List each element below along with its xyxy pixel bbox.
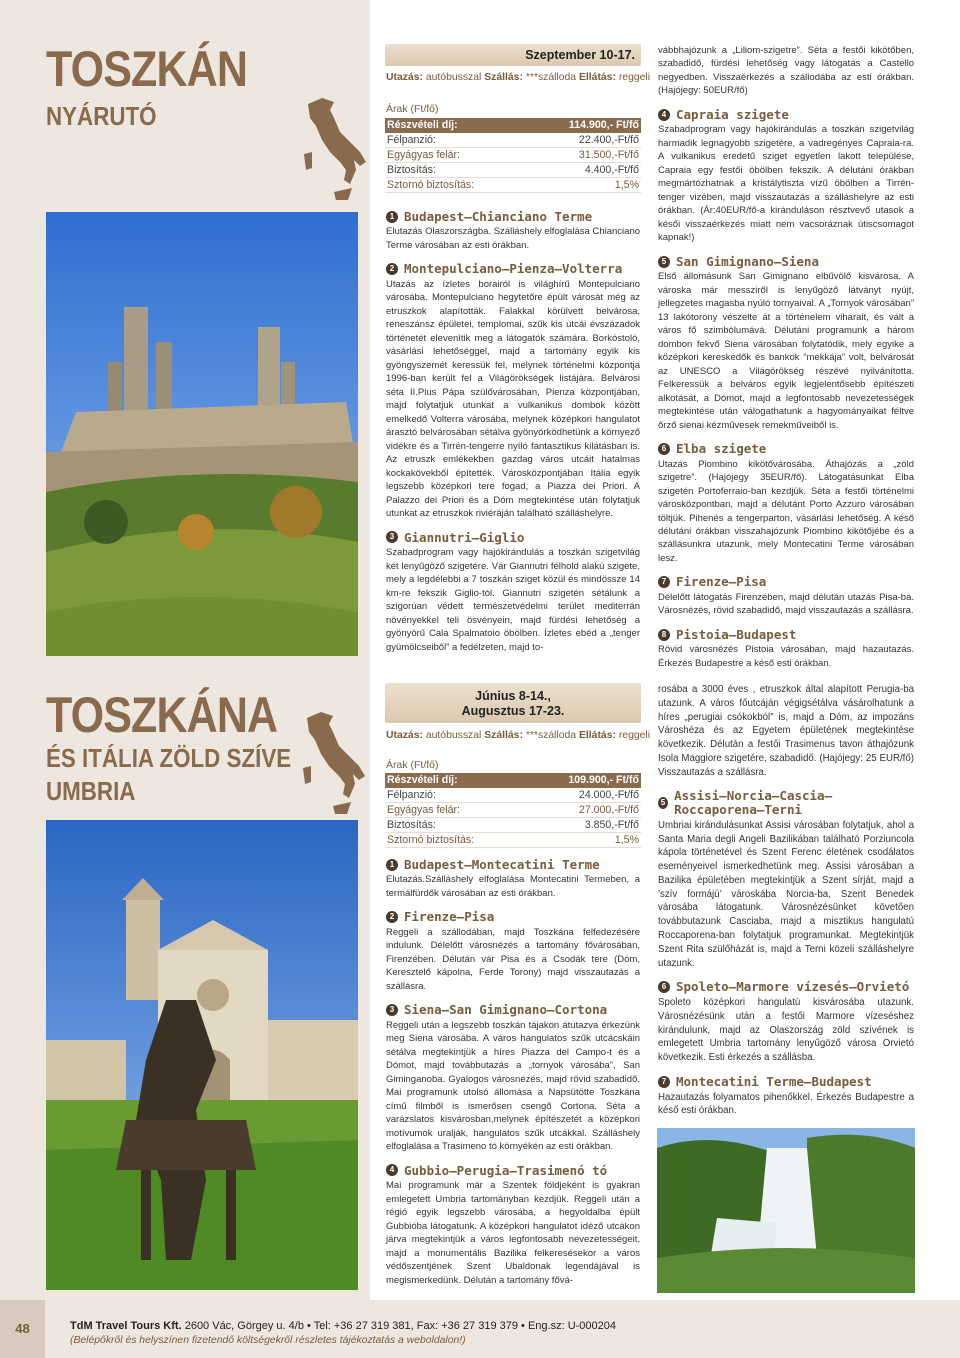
day-title: Montepulciano–Pienza–Volterra: [404, 261, 623, 277]
day-heading: [386, 1003, 640, 1016]
price-row: Biztosítás: 3.850,-Ft/fő: [387, 819, 639, 831]
price-row: Egyágyas felár: 31.500,-Ft/fő: [387, 149, 639, 161]
day-number-badge: 8: [658, 629, 670, 641]
day-title: Budapest–Chianciano Terme: [404, 209, 593, 224]
day-title: Giannutri–Giglio: [404, 529, 525, 545]
day-number-badge: 2: [386, 911, 398, 923]
day-heading: [386, 210, 640, 223]
day-heading: [658, 575, 914, 588]
day-description: Umbriai kirándulásunkat Assisi városában folytatjuk, ahol a Santa Maria degli Angeli Bazilikában található Porziuncola kápola történetével és Szent Ferenc életének csodálatos eseményeivel ismerkedhetünk meg. Assisi városában a Bazilika épületében megtekintjük a Szent sírját, majd a ’szív formájú’ városkába Norcia-ba, Szent Benedek városába látogatunk. Városnézésünket követően továbbutazunk Casciaba, majd a misztikus hangulatú Roccaporena-ban folytatjuk programunkat. Megtekintjük Szent Rita szülőházát is, majd a Terni közeli szálláshelyre utazunk.: [658, 819, 914, 969]
day-title: Capraia szigete: [676, 106, 789, 122]
italy-map-icon: [300, 96, 370, 206]
day-heading: [658, 442, 914, 455]
price-row: Sztornó biztosítás: 1,5%: [387, 834, 639, 846]
day-title: Gubbio–Perugia–Trasimenó tó: [404, 1162, 608, 1178]
price-row: Egyágyas felár: 27.000,-Ft/fő: [387, 804, 639, 816]
day-heading: [386, 1164, 640, 1177]
day-number-badge: 4: [386, 1164, 398, 1176]
day-description: Elutazás Olaszországba. Szálláshely elfoglalása Chianciano Terme városában az esti órákban.: [386, 226, 641, 251]
day-title: Assisi–Norcia–Cascia–Roccaporena–Terni: [674, 788, 833, 818]
tour2-title: TOSZKÁNA: [46, 687, 278, 743]
tour2-subtitle-1: ÉS ITÁLIA ZÖLD SZÍVE: [46, 743, 292, 773]
day-description: vábbhajózunk a „Liliom-szigetre”. Séta a festői kikötőben, szabadidő, fürdési lehetőség vagy látogatás a Castello negyedben. Visszaérkezés a szállodába az esti órákban. (Hajójegy: 50EUR/fő): [658, 45, 914, 97]
tour1-itinerary-right: [658, 44, 914, 674]
day-heading: [386, 910, 640, 923]
day-heading: [658, 789, 914, 817]
day-description: Szabadprogram vagy hajókirándulás a toszkán szigetvilág harmadik legnagyobb szigetére, a vadregényes Capraia-ra. A vulkanikus eredetű sziget egyetlen lakott települése, Capraia egy festői öbölben fekszik. A délutáni órákban megmártózhatnak a kristálytiszta vízű öbölben a Tirrén- tenger vizében, majd visszautazás a szálláshelyre az esti órákban. (Ár:40EUR/fő-a kiránduláson résztvevő utasok a késői visszaérkezés miatt nem vacsoráznak útiscsomagot kapnak!): [658, 124, 914, 244]
tour2-subtitle-2: UMBRIA: [46, 776, 136, 806]
day-title: Spoleto–Marmore vízesés–Orvietó: [676, 979, 910, 995]
tour1-prices-heading: Árak (Ft/fő): [386, 103, 439, 115]
day-description: Reggeli után a legszebb toszkán tájakon átutazva érkezünk meg Siena városába. A város hangulatos szűk utcácskáin sétálva megtekintjük a híres Piazza del Campo-t és a Dómot, majd továbbutazás a „tornyok városába”, San Giminganoba. Gyalogos városnézés, majd rövid szabadidő. Mai programunk utolsó állomása a Napsütötte Toszkána című filmből is ismerősen csengő Cortona. Séta a varázslatos kisvárosban,melynek építészetét a középkori motívumok uralják, hangulatos szűk utcákkal. Szálláshely elfoglalása a Trasimeno tó környékén az esti órákban.: [386, 1019, 640, 1153]
tour1-itinerary-left: [386, 200, 640, 670]
day-title: Siena–San Gimignano–Cortona: [404, 1002, 608, 1018]
price-row: Félpanzió: 22.400,-Ft/fő: [387, 134, 639, 146]
day-heading: [658, 255, 914, 268]
price-row: Biztosítás: 4.400,-Ft/fő: [387, 164, 639, 176]
tour1-title: TOSZKÁN: [46, 41, 248, 97]
day-description: Mai programunk már a Szentek földjeként is gyakran emlegetett Umbria tartományban kezdjük. Reggeli után a régió egyik legszebb városába, a hegyoldalba épült Gubbióba látogatunk. A középkori hangulatot idéző utcákon járva megtekintjük a város legfontosabb nevezetességeit, majd a monumentális Bazilika felkeresésekor a város védőszentjének Szent Ubaldonak legendájával is megismerkedünk. Délután a tartomány fővá-: [386, 1180, 640, 1286]
day-description: rosába a 3000 éves , etruszkok által alapított Perugia-ba utazunk. A város főutcáján végigsétálva vásárolhatunk a híres „perugiai csókokból” is, majd a Dóm, az impozáns Városhéza és az Egyetem épületének megtekintése következik. Délután a festői Trasimenus tavon áthajózunk Isola Maggiore szigetére, szabadidő. (Hajójegy: 25 EUR/fő) Visszautazás a szállásra.: [658, 684, 914, 778]
footer-note: (Belépőkről és helyszínen fizetendő költségekről részletes tájékoztatás a weboldalon!): [70, 1335, 466, 1346]
day-heading: [658, 1075, 914, 1089]
day-description: Szabadprogram vagy hajókirándulás a toszkán szigetvilág két lenyűgöző szigetére. Vár Giannutri félhold alakú szigete, mely a legdélebbi a 7 toszkán sziget közül és mindössze 14 km-re fekszik Giglio-tól. Giannutri szigetén sétálunk a szigorúan védett természetvédelmi terület mediterrán növényekkel teli ösvényein, majd fürdési lehetőség a gyönyörű Cala Spalmatoio öbölben. Ízletes ebéd a „tenger gyümölcseiből” a fedélzeten, majd to-: [386, 547, 640, 653]
day-number-badge: 1: [386, 211, 398, 223]
day-number-badge: 6: [658, 443, 670, 455]
day-number-badge: 1: [386, 859, 398, 871]
day-heading: [658, 980, 914, 994]
marmore-waterfall-photo: [657, 1128, 915, 1293]
day-heading: [386, 531, 640, 544]
price-row: Félpanzió: 24.000,-Ft/fő: [387, 789, 639, 801]
day-description: Utazás az ízletes borairól is világhírű Montepulciano városába. Montepulciano hegytetőre épült városát még az etruszkok alapították. Falakkal körülvett belvárosa, reneszánsz épületei, templomai, szűk kis utcái évszázadok történetét elevenítik meg a látogatók számára. Borkóstoló, vásárlási lehetőséggel, majd a tartomány egyik kis gyöngyszemét keressük fel, melynek történelmi központja 1996-ban került fel a Világörökségek listájára. Belvárosi séta II.Pius Pápa szülővárosában, Pienza központjában, majd folytatjuk utunkat a vulkanikus dombok között emelkedő Volterra városába, melynek középkori hangulatot árasztó belvárosában sétálva gyönyörködhetünk a környező vidékre és a Tirrén-tengerre nyíló fantasztikus kilátásban is. Az etruszk emlékekben gazdag város utcáit hatalmas kockakövekből építették. Városközpontjában Itália egyik legszebb középkori tere fogad, a Piazza dei Priori. A Palazzo dei Priori és a Dóm megtekintése után folytatjuk utunkat az etruszkok riviéráján található szálláshelyre.: [386, 278, 640, 520]
day-heading: [386, 858, 640, 871]
tour2-itinerary-right: [658, 683, 914, 1123]
tour2-date: Június 8-14., Augusztus 17-23.: [461, 689, 565, 718]
day-number-badge: 3: [386, 531, 398, 543]
day-heading: [658, 108, 914, 121]
day-number-badge: 7: [658, 576, 670, 588]
day-description: Reggeli a szállodában, majd Toszkána felfedezésére indulunk. Délelőtt városnézés a tartomány fővárosában, Firenzében. Délután vár Pisa és a Csodák tere (Dóm, Keresztelő kápolna, Ferde Torony) majd visszautazás a szállásra.: [386, 926, 640, 992]
tour2-itinerary-left: [386, 848, 640, 1300]
day-title: Firenze–Pisa: [676, 574, 767, 590]
day-number-badge: 6: [658, 981, 670, 993]
day-heading: [386, 262, 640, 275]
day-number-badge: 2: [386, 263, 398, 275]
day-description: Rövid városnézés Pistoia városában, majd hazautazás. Érkezés Budapestre a késő esti órákban.: [658, 644, 914, 669]
footer-contact: TdM Travel Tours Kft. 2600 Vác, Görgey u. 4/b • Tel: +36 27 319 381, Fax: +36 27 319 379 • Eng.sz: U-000204: [70, 1320, 617, 1332]
day-description: Délelőtt látogatás Firenzében, majd délután utazás Pisa-ba. Városnézés, rövid szabadidő, majd visszautazás a szállásra.: [658, 591, 914, 617]
assisi-photo: [46, 820, 358, 1290]
day-number-badge: 3: [386, 1004, 398, 1016]
italy-map-icon: [298, 710, 370, 820]
san-gimignano-photo: [46, 212, 358, 656]
day-description: Spoleto középkori hangulatú kisvárosába utazunk. Városnézésünk után a festői Marmore vízeséshez kirándulunk, majd az Olaszország zöld szívének is emlegetett Umbria tartomány lenyűgöző városa Orvietó következik. Esti érkezés a szállásba.: [658, 997, 914, 1064]
day-heading: [658, 628, 914, 641]
tour2-date-bar: [385, 683, 641, 723]
tour2-prices-heading: Árak (Ft/fő): [386, 759, 439, 771]
day-number-badge: 5: [658, 797, 668, 809]
day-title: Budapest–Montecatini Terme: [404, 857, 600, 872]
tour2-travel-info: Utazás: autóbusszal Szállás: ***szálloda Ellátás: reggeli: [386, 730, 651, 741]
day-title: San Gimignano–Siena: [676, 253, 819, 269]
day-description: Elutazás.Szálláshely elfoglalása Montecatini Termeben, a termálfürdők városában az esti órákban.: [386, 874, 640, 899]
price-row: Részvételi díj: 114.900,- Ft/fő: [387, 119, 639, 131]
tour1-subtitle: NYÁRUTÓ: [46, 101, 157, 131]
page-number: 48: [0, 1300, 45, 1358]
tour1-date-bar: [385, 44, 641, 66]
day-title: Elba szigete: [676, 441, 767, 457]
tour1-date: Szeptember 10-17.: [525, 48, 635, 62]
day-description: Első állomásunk San Gimignano elbűvölő kisvárosa. A városka már messziről is lenyűgöző látványt nyújt, jellegzetes magasba nyúló tornyaival. A „Tornyok városában” 13 lakótorony vészelte át a történelem viharait, és vált a város fő szimbólumává. Délutáni programunk a három dombon fekvő Siena városában folytatódik, mely egyike a középkori kereskedők és bankok “mekkája” volt, belvárosát az UNESCO a Világörökség részévé nyilvánította. Felkeressük a belváros egyik legjelentősebb építészeti alkotását, a Dómot, majd a legfontosabb nevezetességek megtekintése után válogathatunk a hagyományaikat féltve őrző sienai kézművesek remekműveiből is.: [658, 271, 914, 431]
tour1-travel-info: Utazás: autóbusszal Szállás: ***szálloda Ellátás: reggeli: [386, 72, 651, 83]
price-row: Részvételi díj: 109.900,- Ft/fő: [387, 774, 639, 786]
day-number-badge: 4: [658, 109, 670, 121]
day-title: Firenze–Pisa: [404, 909, 495, 925]
day-number-badge: 5: [658, 256, 670, 268]
day-title: Montecatini Terme–Budapest: [676, 1073, 872, 1089]
day-description: Utazás Piombino kikötővárosába. Áthajózás a „zöld szigetre”. (Hajójegy 35EUR/fő). Látogatásunkat Elba szigetén Portoferraio-ban kezdjük. Séta a festői történelmi városközpontban, majd a délutánt Porto Azzuro városában töltjük. Pihenés a tengerparton, vásárlási lehetőség. A késő délutáni órákban visszahajózunk Piombino kikötőjébe és a szállásunkra utazunk, mely Montecatini Terme városában lesz.: [658, 458, 914, 564]
day-title: Pistoia–Budapest: [676, 626, 797, 642]
day-number-badge: 7: [658, 1076, 670, 1088]
price-row: Sztornó biztosítás: 1,5%: [387, 179, 639, 191]
day-description: Hazautazás folyamatos pihenőkkel. Érkezés Budapestre a késő esti órákban.: [658, 1091, 914, 1117]
